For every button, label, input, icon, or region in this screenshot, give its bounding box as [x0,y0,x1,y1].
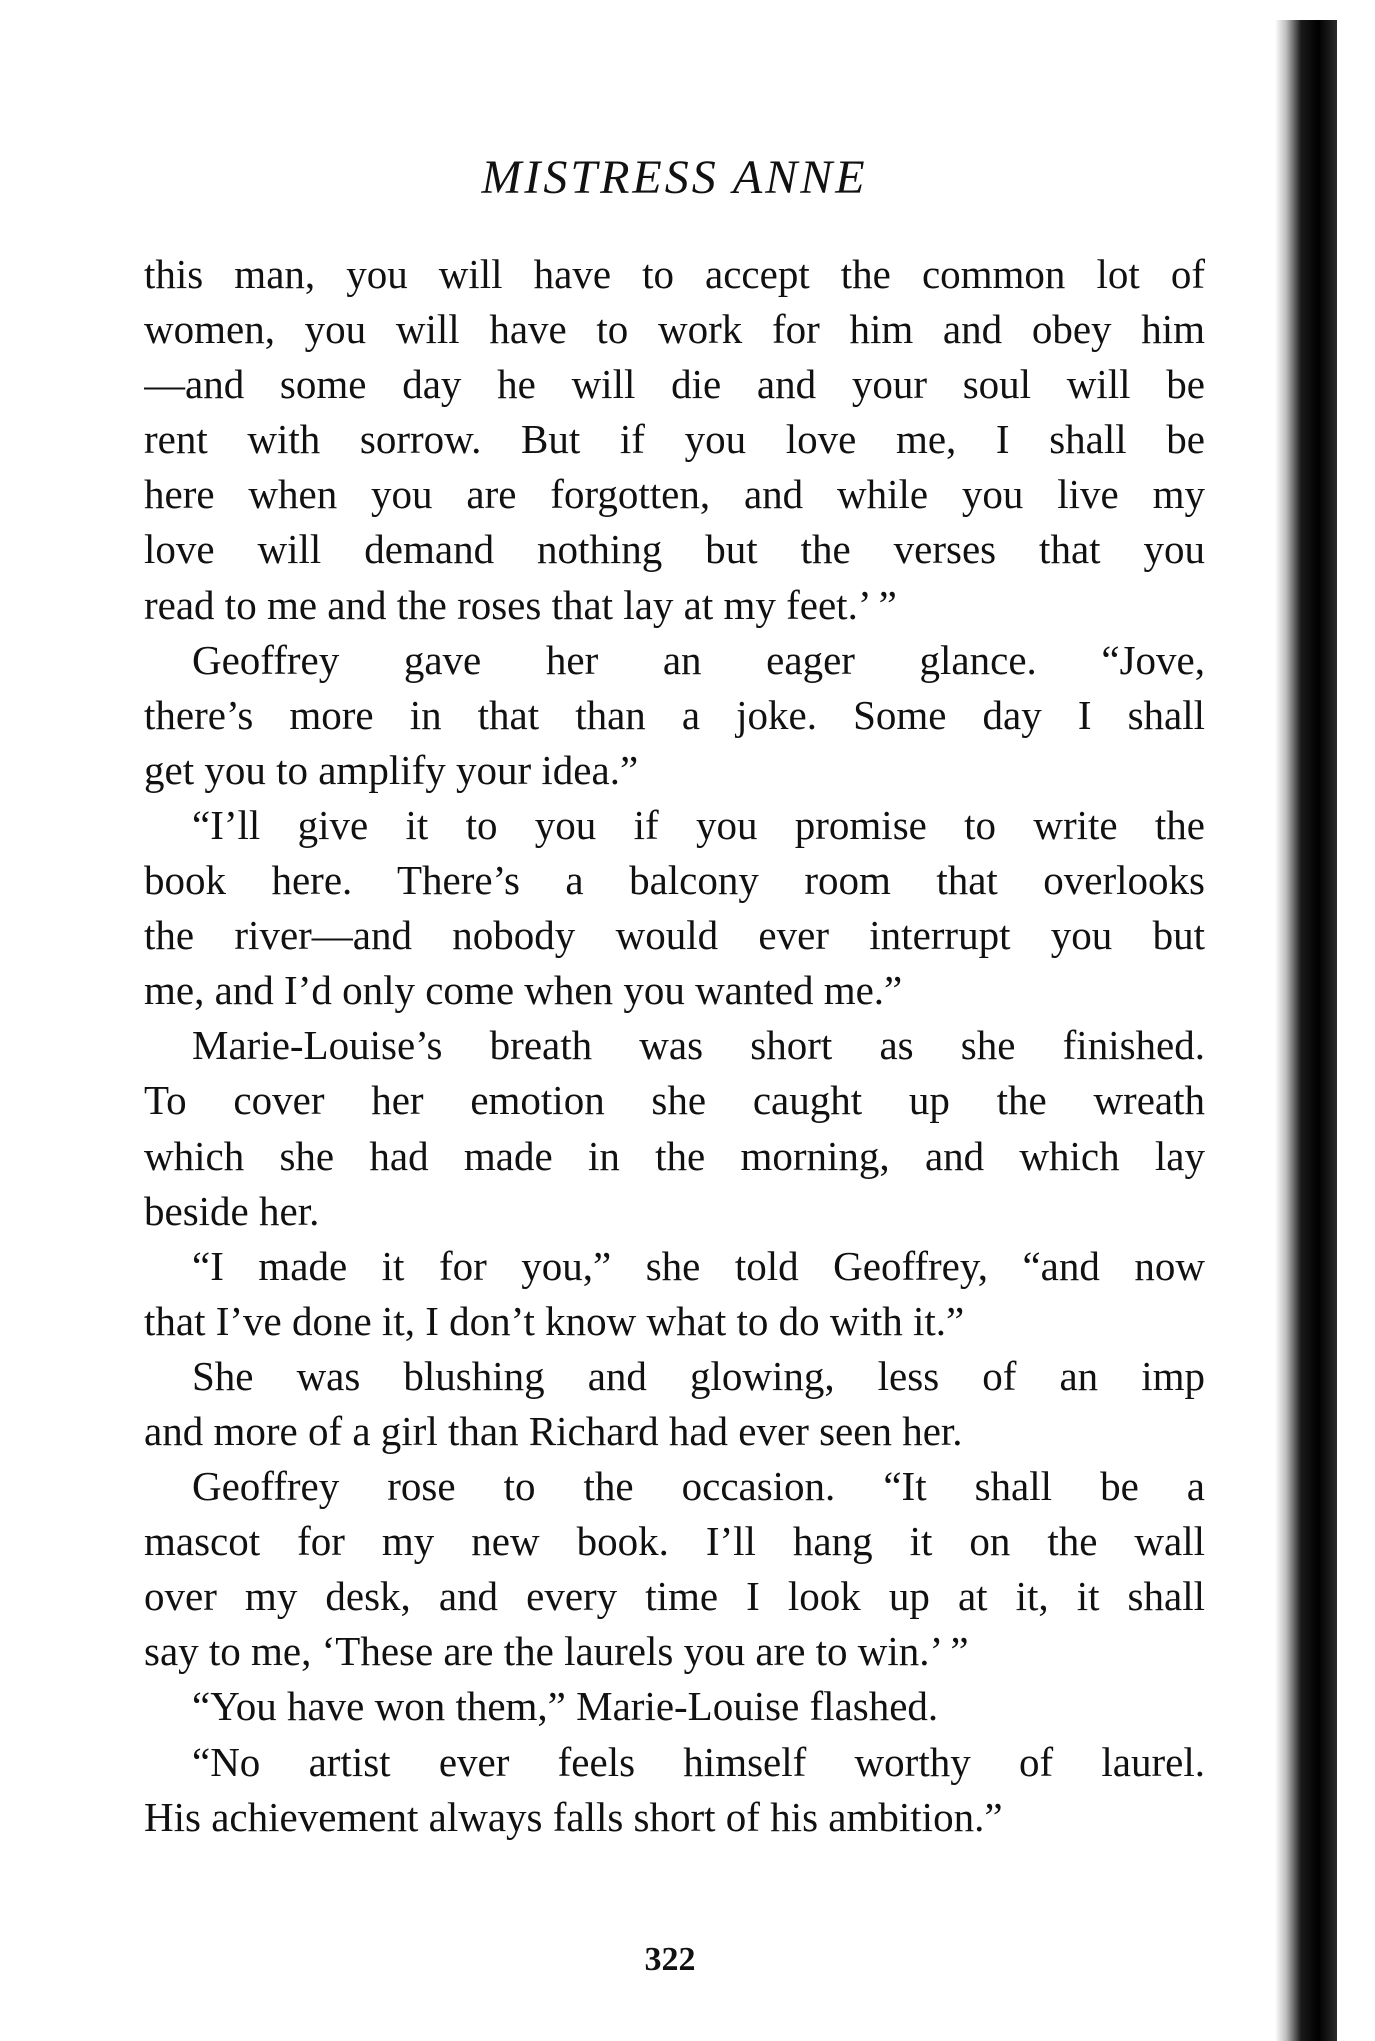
text-line: She was blushing and glowing, less of an imp [192,1352,1205,1399]
page-number: 322 [644,1941,696,1978]
text-line: say to me, ‘These are the laurels you are to win.’ ” [144,1628,969,1675]
text-line: Geoffrey rose to the occasion. “It shall be a [192,1463,1205,1510]
text-line: me, and I’d only come when you wanted me.” [144,967,903,1014]
body-text [144,247,1205,1845]
text-line: that I’ve done it, I don’t know what to do with it.” [144,1297,965,1344]
text-line: there’s more in that than a joke. Some day I shall [144,691,1205,738]
text-line: Marie-Louise’s breath was short as she finished. [192,1022,1205,1069]
text-line: women, you will have to work for him and obey him [144,306,1205,353]
text-line: To cover her emotion she caught up the wreath [144,1077,1205,1124]
text-line: book here. There’s a balcony room that overlooks [144,857,1205,904]
text-line: read to me and the roses that lay at my feet.’ ” [144,581,897,628]
text-line: “You have won them,” Marie-Louise flashed. [192,1683,939,1730]
text-line: “No artist ever feels himself worthy of laurel. [192,1738,1205,1785]
text-line: the river—and nobody would ever interrupt you but [144,912,1205,959]
text-line: and more of a girl than Richard had ever seen her. [144,1407,963,1454]
text-line: Geoffrey gave her an eager glance. “Jove, [192,636,1205,683]
text-line: —and some day he will die and your soul will be [144,361,1205,408]
binding-shadow [1275,20,1337,2041]
text-line: mascot for my new book. I’ll hang it on the wall [144,1518,1205,1565]
text-line: rent with sorrow. But if you love me, I shall be [144,416,1205,463]
text-line: “I made it for you,” she told Geoffrey, “and now [192,1242,1205,1289]
text-line: which she had made in the morning, and which lay [144,1132,1205,1179]
running-title: MISTRESS ANNE [481,151,868,204]
text-line: love will demand nothing but the verses that you [144,526,1205,573]
text-line: “I’ll give it to you if you promise to write the [192,801,1205,848]
text-line: His achievement always falls short of his ambition.” [144,1793,1003,1840]
text-line: get you to amplify your idea.” [144,746,639,793]
text-line: here when you are forgotten, and while you live my [144,471,1205,518]
text-line: beside her. [144,1187,320,1234]
text-line: over my desk, and every time I look up at it, it shall [144,1573,1205,1620]
text-line: this man, you will have to accept the common lot of [144,251,1205,297]
